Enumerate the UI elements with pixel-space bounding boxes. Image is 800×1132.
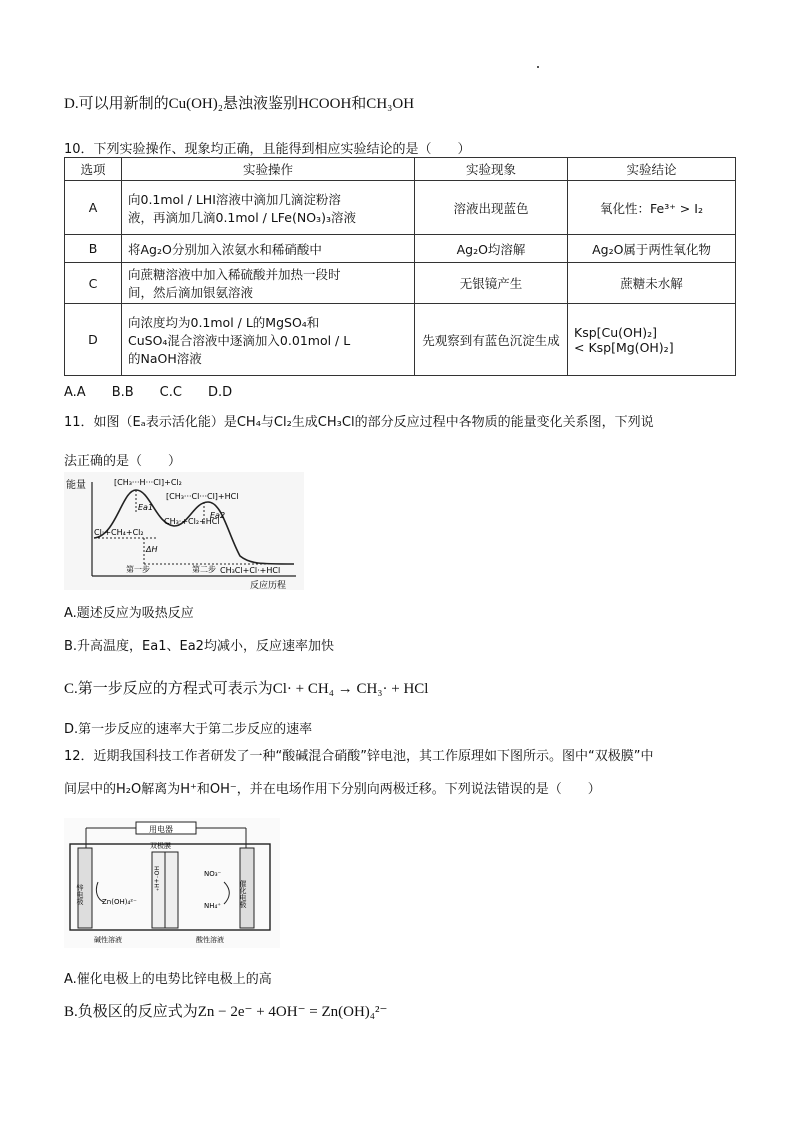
- table-row: [65, 235, 736, 263]
- table-cell-phenomenon: 无银镜产生: [415, 263, 568, 304]
- table-cell-option: D: [65, 304, 122, 376]
- bipolar-membrane-label: 双极膜: [150, 842, 171, 850]
- catalytic-electrode-label: 催化电极: [239, 880, 247, 908]
- acidic-solution-label: 酸性溶液: [196, 936, 224, 944]
- page-dot: [537, 66, 539, 68]
- cell-line: Ksp[Cu(OH)₂]: [574, 324, 658, 340]
- nitrate-label: NO₃⁻: [204, 870, 222, 878]
- ea1-label: Ea1: [138, 503, 154, 512]
- reactants-label: Cl·+CH₄+Cl₂: [94, 528, 144, 537]
- table-cell-conclusion: 蔗糖未水解: [568, 263, 736, 304]
- products-label: CH₃Cl+Cl·+HCl: [220, 566, 281, 575]
- cell-line: 液，再滴加几滴0.1mol / LFe(NO₃)₃溶液: [128, 209, 356, 225]
- energy-axis-label: 能量: [66, 480, 86, 491]
- table-header: 实验结论: [568, 158, 736, 181]
- table-cell-phenomenon: 溶液出现蓝色: [415, 181, 568, 235]
- q12-option-b: B.负极区的反应式为Zn − 2e⁻ + 4OH⁻ = Zn(OH)₄²⁻: [64, 1004, 388, 1020]
- q10-answer-options: A.A B.B C.C D.D: [64, 385, 233, 400]
- ea2-label: Ea2: [210, 511, 226, 520]
- table-header: 实验操作: [122, 158, 415, 181]
- alkaline-solution-label: 碱性溶液: [94, 936, 122, 944]
- table-cell-option: B: [65, 235, 122, 263]
- table-cell-operation: [122, 181, 415, 235]
- transition-state-2: [CH₃···Cl···Cl]+HCl: [166, 492, 239, 501]
- cell-line: 向蔗糖溶液中加入稀硫酸并加热一段时: [128, 267, 341, 282]
- step2-label: 第二步: [192, 565, 216, 574]
- table-header: 实验现象: [415, 158, 568, 181]
- table-cell-conclusion: Ag₂O属于两性氧化物: [568, 235, 736, 263]
- q11-option-d: D.第一步反应的速率大于第二步反应的速率: [64, 722, 313, 737]
- table-row: [65, 304, 736, 376]
- table-cell-conclusion: [568, 304, 736, 376]
- cell-line: 向浓度均为0.1mol / L的MgSO₄和: [128, 314, 320, 330]
- table-row: [65, 181, 736, 235]
- step1-label: 第一步: [126, 565, 150, 574]
- zincate-label: Zn(OH)₄²⁻: [102, 898, 137, 906]
- q9-option-d: D.可以用新制的Cu(OH)₂悬浊液鉴别HCOOH和CH₃OH: [64, 96, 415, 112]
- table-cell-conclusion: 氧化性：Fe³⁺ > I₂: [568, 181, 736, 235]
- q11-option-b: B.升高温度，Ea1、Ea2均减小，反应速率加快: [64, 639, 334, 654]
- q11-stem-line1: 11．如图（Eₐ表示活化能）是CH₄与Cl₂生成CH₃Cl的部分反应过程中各物质的能量变化关系图，下列说: [64, 415, 654, 430]
- q11-option-c: C.第一步反应的方程式可表示为Cl· + CH₄ → CH₃· + HCl: [64, 681, 429, 697]
- q11-option-a: A.题述反应为吸热反应: [64, 606, 194, 621]
- table-header: 选项: [65, 158, 122, 181]
- reaction-axis-label: 反应历程: [250, 581, 287, 590]
- cell-line: CuSO₄混合溶液中逐滴加入0.01mol / L: [128, 332, 351, 348]
- table-cell-operation: [122, 304, 415, 376]
- energy-profile-diagram: [64, 472, 304, 590]
- table-row: [65, 263, 736, 304]
- cell-line: 向0.1mol / LHI溶液中滴加几滴淀粉溶: [128, 191, 341, 207]
- zinc-electrode-label: 锌电极: [76, 884, 84, 905]
- table-cell-operation: [122, 263, 415, 304]
- ammonium-label: NH₄⁺: [204, 902, 222, 910]
- cell-line: < Ksp[Mg(OH)₂]: [574, 339, 674, 355]
- q12-option-a: A.催化电极上的电势比锌电极上的高: [64, 972, 272, 987]
- cell-line: 的NaOH溶液: [128, 350, 202, 366]
- table-cell-operation: 将Ag₂O分别加入浓氨水和稀硝酸中: [122, 235, 415, 263]
- load-label: 用电器: [149, 825, 173, 834]
- q10-stem: 10．下列实验操作、现象均正确，且能得到相应实验结论的是（ ）: [64, 142, 471, 157]
- delta-h-label: ΔH: [146, 545, 158, 554]
- table-cell-option: A: [65, 181, 122, 235]
- table-cell-phenomenon: 先观察到有蓝色沉淀生成: [415, 304, 568, 376]
- water-dissociation-label: HO⁻+H⁺: [152, 866, 160, 892]
- q10-table: [64, 157, 736, 376]
- q12-stem-line2: 间层中的H₂O解离为H⁺和OH⁻，并在电场作用下分别向两极迁移。下列说法错误的是（ ）: [64, 782, 601, 797]
- table-header-row: [65, 158, 736, 181]
- transition-state-1: [CH₃···H···Cl]+Cl₂: [114, 478, 182, 487]
- cell-line: 间，然后滴加银氨溶液: [128, 285, 254, 300]
- intermediate-label: CH₃·+Cl₂+HCl: [164, 517, 220, 526]
- zinc-battery-diagram: [64, 818, 280, 948]
- q11-stem-line2: 法正确的是（ ）: [64, 454, 182, 469]
- table-cell-phenomenon: Ag₂O均溶解: [415, 235, 568, 263]
- q12-stem-line1: 12．近期我国科技工作者研发了一种“酸碱混合硝酸”锌电池，其工作原理如下图所示。图中“双极膜”中: [64, 749, 654, 764]
- table-cell-option: C: [65, 263, 122, 304]
